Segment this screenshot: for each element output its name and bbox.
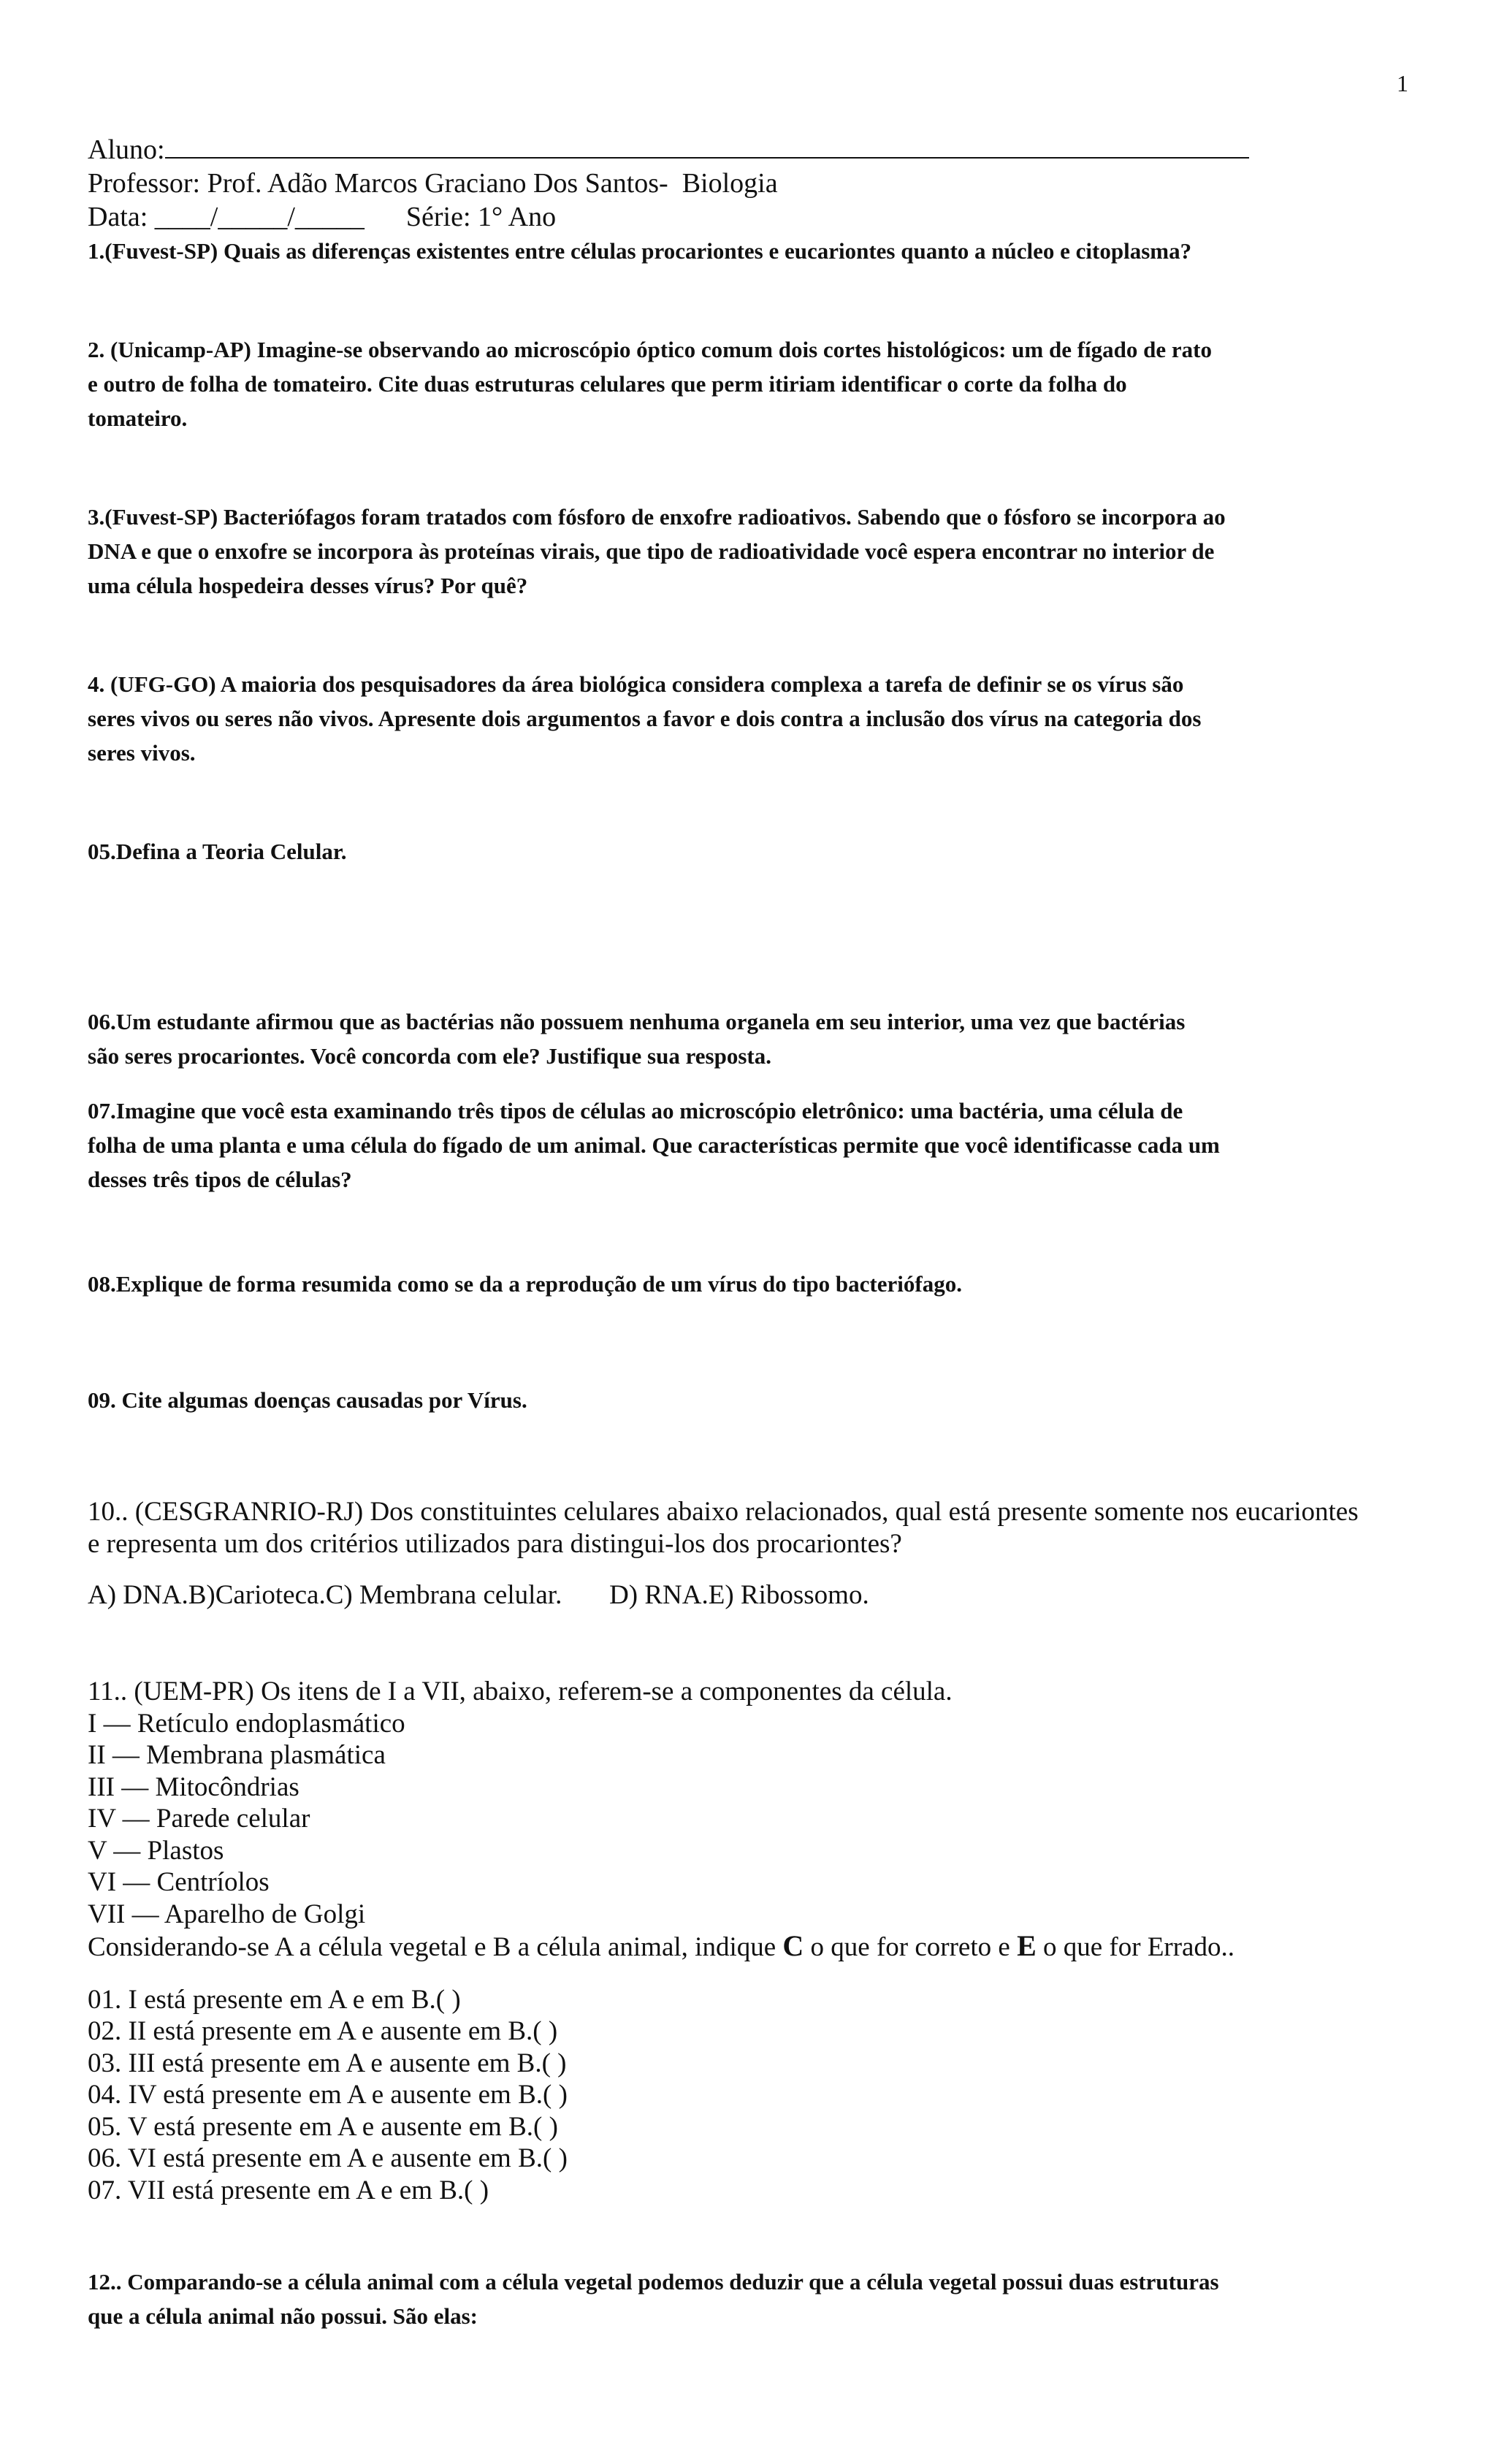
question-9 xyxy=(88,1383,1424,1417)
statement-item[interactable]: 06. VI está presente em A e ausente em B.( ) xyxy=(88,2143,568,2173)
question-line: 1.(Fuvest-SP) Quais as diferenças existentes entre células procariontes e eucariontes quanto a núcleo e citoplasma? xyxy=(88,238,1192,264)
grade-label: Série: 1° Ano xyxy=(405,202,557,232)
component-item: IV — Parede celular xyxy=(88,1804,310,1834)
student-line xyxy=(88,133,1424,167)
question-11 xyxy=(88,1676,1424,2206)
question-line: seres vivos. xyxy=(88,740,196,766)
page-number: 1 xyxy=(1397,70,1408,96)
instruction-mid: o que for correto e xyxy=(804,1932,1018,1962)
statement-item[interactable]: 03. III está presente em A e ausente em B.( ) xyxy=(88,2048,567,2078)
correct-letter: C xyxy=(782,1929,804,1962)
question-line: 07.Imagine que você esta examinando três tipos de células ao microscópio eletrônico: uma bactéria, uma célula de xyxy=(88,1098,1183,1124)
question-line: 12.. Comparando-se a célula animal com a célula vegetal podemos deduzir que a célula vegetal possui duas estruturas xyxy=(88,2269,1219,2295)
statement-item[interactable]: 01. I está presente em A e em B.( ) xyxy=(88,1984,461,2015)
question-line: 09. Cite algumas doenças causadas por Vírus. xyxy=(88,1387,527,1413)
question-4 xyxy=(88,667,1424,770)
component-item: II — Membrana plasmática xyxy=(88,1740,386,1770)
question-line: 06.Um estudante afirmou que as bactérias não possuem nenhuma organela em seu interior, uma vez que bactérias xyxy=(88,1009,1186,1034)
header xyxy=(88,133,1424,234)
question-3 xyxy=(88,500,1424,603)
instruction-end: o que for Errado.. xyxy=(1036,1932,1234,1962)
date-field[interactable]: Data: ____/_____/_____ xyxy=(88,202,365,232)
question-line: 3.(Fuvest-SP) Bacteriófagos foram tratados com fósforo de enxofre radioativos. Sabendo que o fósforo se incorpora ao xyxy=(88,504,1226,530)
component-item: V — Plastos xyxy=(88,1835,224,1866)
question-intro: 11.. (UEM-PR) Os itens de I a VII, abaixo, referem-se a componentes da célula. xyxy=(88,1677,953,1706)
question-line: uma célula hospedeira desses vírus? Por quê? xyxy=(88,573,528,598)
worksheet xyxy=(88,133,1424,2333)
question-line: 4. (UFG-GO) A maioria dos pesquisadores da área biológica considera complexa a tarefa de definir se os vírus são xyxy=(88,671,1184,697)
date-line xyxy=(88,200,1424,234)
question-line: seres vivos ou seres não vivos. Apresente dois argumentos a favor e dois contra a inclusão dos vírus na categoria dos xyxy=(88,706,1202,731)
question-line: 05.Defina a Teoria Celular. xyxy=(88,839,347,864)
question-5 xyxy=(88,834,1424,869)
statement-item[interactable]: 07. VII está presente em A e em B.( ) xyxy=(88,2175,489,2205)
question-line: folha de uma planta e uma célula do fígado de um animal. Que características permite que você identificasse cada um xyxy=(88,1132,1220,1158)
question-line: são seres procariontes. Você concorda com ele? Justifique sua resposta. xyxy=(88,1043,771,1069)
question-line: que a célula animal não possui. São elas: xyxy=(88,2303,478,2329)
question-line: tomateiro. xyxy=(88,405,188,431)
student-name-blank[interactable] xyxy=(165,134,1249,159)
question-line: 08.Explique de forma resumida como se da a reprodução de um vírus do tipo bacteriófago. xyxy=(88,1271,962,1297)
question-line: DNA e que o enxofre se incorpora às proteínas virais, que tipo de radioatividade você espera encontrar no interior de xyxy=(88,538,1215,564)
question-2 xyxy=(88,332,1424,435)
student-label: Aluno: xyxy=(88,134,165,165)
component-item: VII — Aparelho de Golgi xyxy=(88,1899,366,1929)
question-line: 2. (Unicamp-AP) Imagine-se observando ao microscópio óptico comum dois cortes histológicos: um de fígado de rato xyxy=(88,337,1212,362)
question-10 xyxy=(88,1496,1424,1611)
statement-item[interactable]: 04. IV está presente em A e ausente em B.( ) xyxy=(88,2080,568,2110)
component-item: VI — Centríolos xyxy=(88,1867,270,1897)
question-7 xyxy=(88,1094,1424,1197)
statement-item[interactable]: 02. II está presente em A e ausente em B.( ) xyxy=(88,2016,558,2046)
question-12 xyxy=(88,2265,1424,2333)
instruction xyxy=(88,1930,1424,1964)
question-line: e representa um dos critérios utilizados para distingui-los dos procariontes? xyxy=(88,1529,902,1559)
question-line: desses três tipos de células? xyxy=(88,1167,352,1192)
question-line: 10.. (CESGRANRIO-RJ) Dos constituintes celulares abaixo relacionados, qual está presente somente nos eucariontes xyxy=(88,1497,1359,1527)
component-item: I — Retículo endoplasmático xyxy=(88,1708,405,1739)
question-line: e outro de folha de tomateiro. Cite duas estruturas celulares que perm itiriam identificar o corte da folha do xyxy=(88,371,1127,397)
instruction-start: Considerando-se A a célula vegetal e B a célula animal, indique xyxy=(88,1932,783,1962)
answer-options: A) DNA.B)Carioteca.C) Membrana celular. D) RNA.E) Ribossomo. xyxy=(88,1580,869,1610)
question-1 xyxy=(88,234,1424,268)
wrong-letter: E xyxy=(1017,1929,1037,1962)
question-6 xyxy=(88,1004,1424,1073)
statement-list xyxy=(88,1984,1424,2207)
component-item: III — Mitocôndrias xyxy=(88,1771,299,1802)
statement-item[interactable]: 05. V está presente em A e ausente em B.( ) xyxy=(88,2111,558,2142)
professor-line: Professor: Prof. Adão Marcos Graciano Dos Santos- Biologia xyxy=(88,168,778,199)
question-8 xyxy=(88,1267,1424,1301)
